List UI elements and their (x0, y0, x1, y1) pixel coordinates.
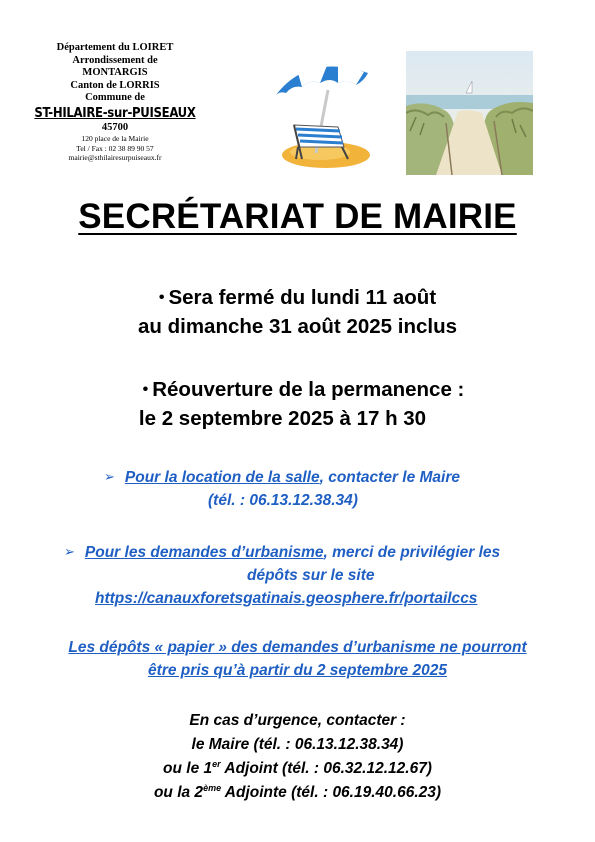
commune-name: ST-HILAIRE-sur-PUISEAUX (34, 105, 196, 121)
paper-notice-line-1: Les dépôts « papier » des demandes d’urbanisme ne pourront (68, 639, 527, 656)
letterhead (34, 42, 196, 163)
salle-contact: , contacter le Maire (319, 469, 461, 486)
reopening-notice (0, 375, 595, 433)
arrondissement: Arrondissement de MONTARGIS (72, 54, 158, 78)
emergency-contacts (0, 709, 595, 805)
page-title (0, 197, 595, 237)
beach-watercolor-image (406, 51, 533, 175)
reopening-line-1: Réouverture de la permanence : (152, 378, 465, 401)
reopening-line-2: le 2 septembre 2025 à 17 h 30 (138, 407, 427, 430)
salle-link[interactable]: Pour la location de la salle (124, 469, 320, 486)
arrow-bullet-icon: ➢ (64, 544, 75, 559)
bullet-icon: • (158, 289, 165, 306)
phone: Tel / Fax : 02 38 89 90 57 (76, 143, 154, 153)
paper-notice (0, 636, 595, 682)
urbanisme-url[interactable]: https://canauxforetsgatinais.geosphere.fr/portailccs (95, 590, 478, 607)
beach-umbrella-chair-image (268, 55, 378, 173)
email: mairie@sthilairesurpuiseaux.fr (68, 153, 162, 162)
department: Département du LOIRET (56, 42, 174, 53)
urbanisme-info (64, 540, 564, 610)
paper-notice-line-2: être pris qu’à partir du 2 septembre 2025 (148, 662, 447, 679)
closure-line-2: au dimanche 31 août 2025 inclus (137, 315, 457, 338)
emergency-adjoint-1: ou le 1er Adjoint (tél. : 06.32.12.12.67) (163, 758, 432, 777)
page-title-text: SECRÉTARIAT DE MAIRIE (78, 197, 517, 236)
postal-code: 45700 (101, 121, 129, 133)
urbanisme-text: , merci de privilégier les (323, 544, 501, 561)
closure-line-1: Sera fermé du lundi 11 août (168, 286, 437, 309)
emergency-heading: En cas d’urgence, contacter : (189, 712, 406, 729)
emergency-maire: le Maire (tél. : 06.13.12.38.34) (191, 736, 404, 753)
commune-label: Commune de (85, 92, 145, 103)
emergency-adjoint-2: ou la 2ème Adjointe (tél. : 06.19.40.66.23) (153, 782, 442, 801)
salle-phone: (tél. : 06.13.12.38.34) (208, 492, 358, 509)
arrow-bullet-icon: ➢ (104, 469, 115, 484)
closure-notice (0, 283, 595, 341)
canton: Canton de LORRIS (70, 79, 160, 91)
urbanisme-line-2: dépôts sur le site (247, 567, 375, 584)
urbanisme-link[interactable]: Pour les demandes d’urbanisme (84, 544, 324, 561)
bullet-icon: • (142, 381, 149, 398)
address: 120 place de la Mairie (81, 134, 149, 143)
salle-info (104, 465, 544, 512)
